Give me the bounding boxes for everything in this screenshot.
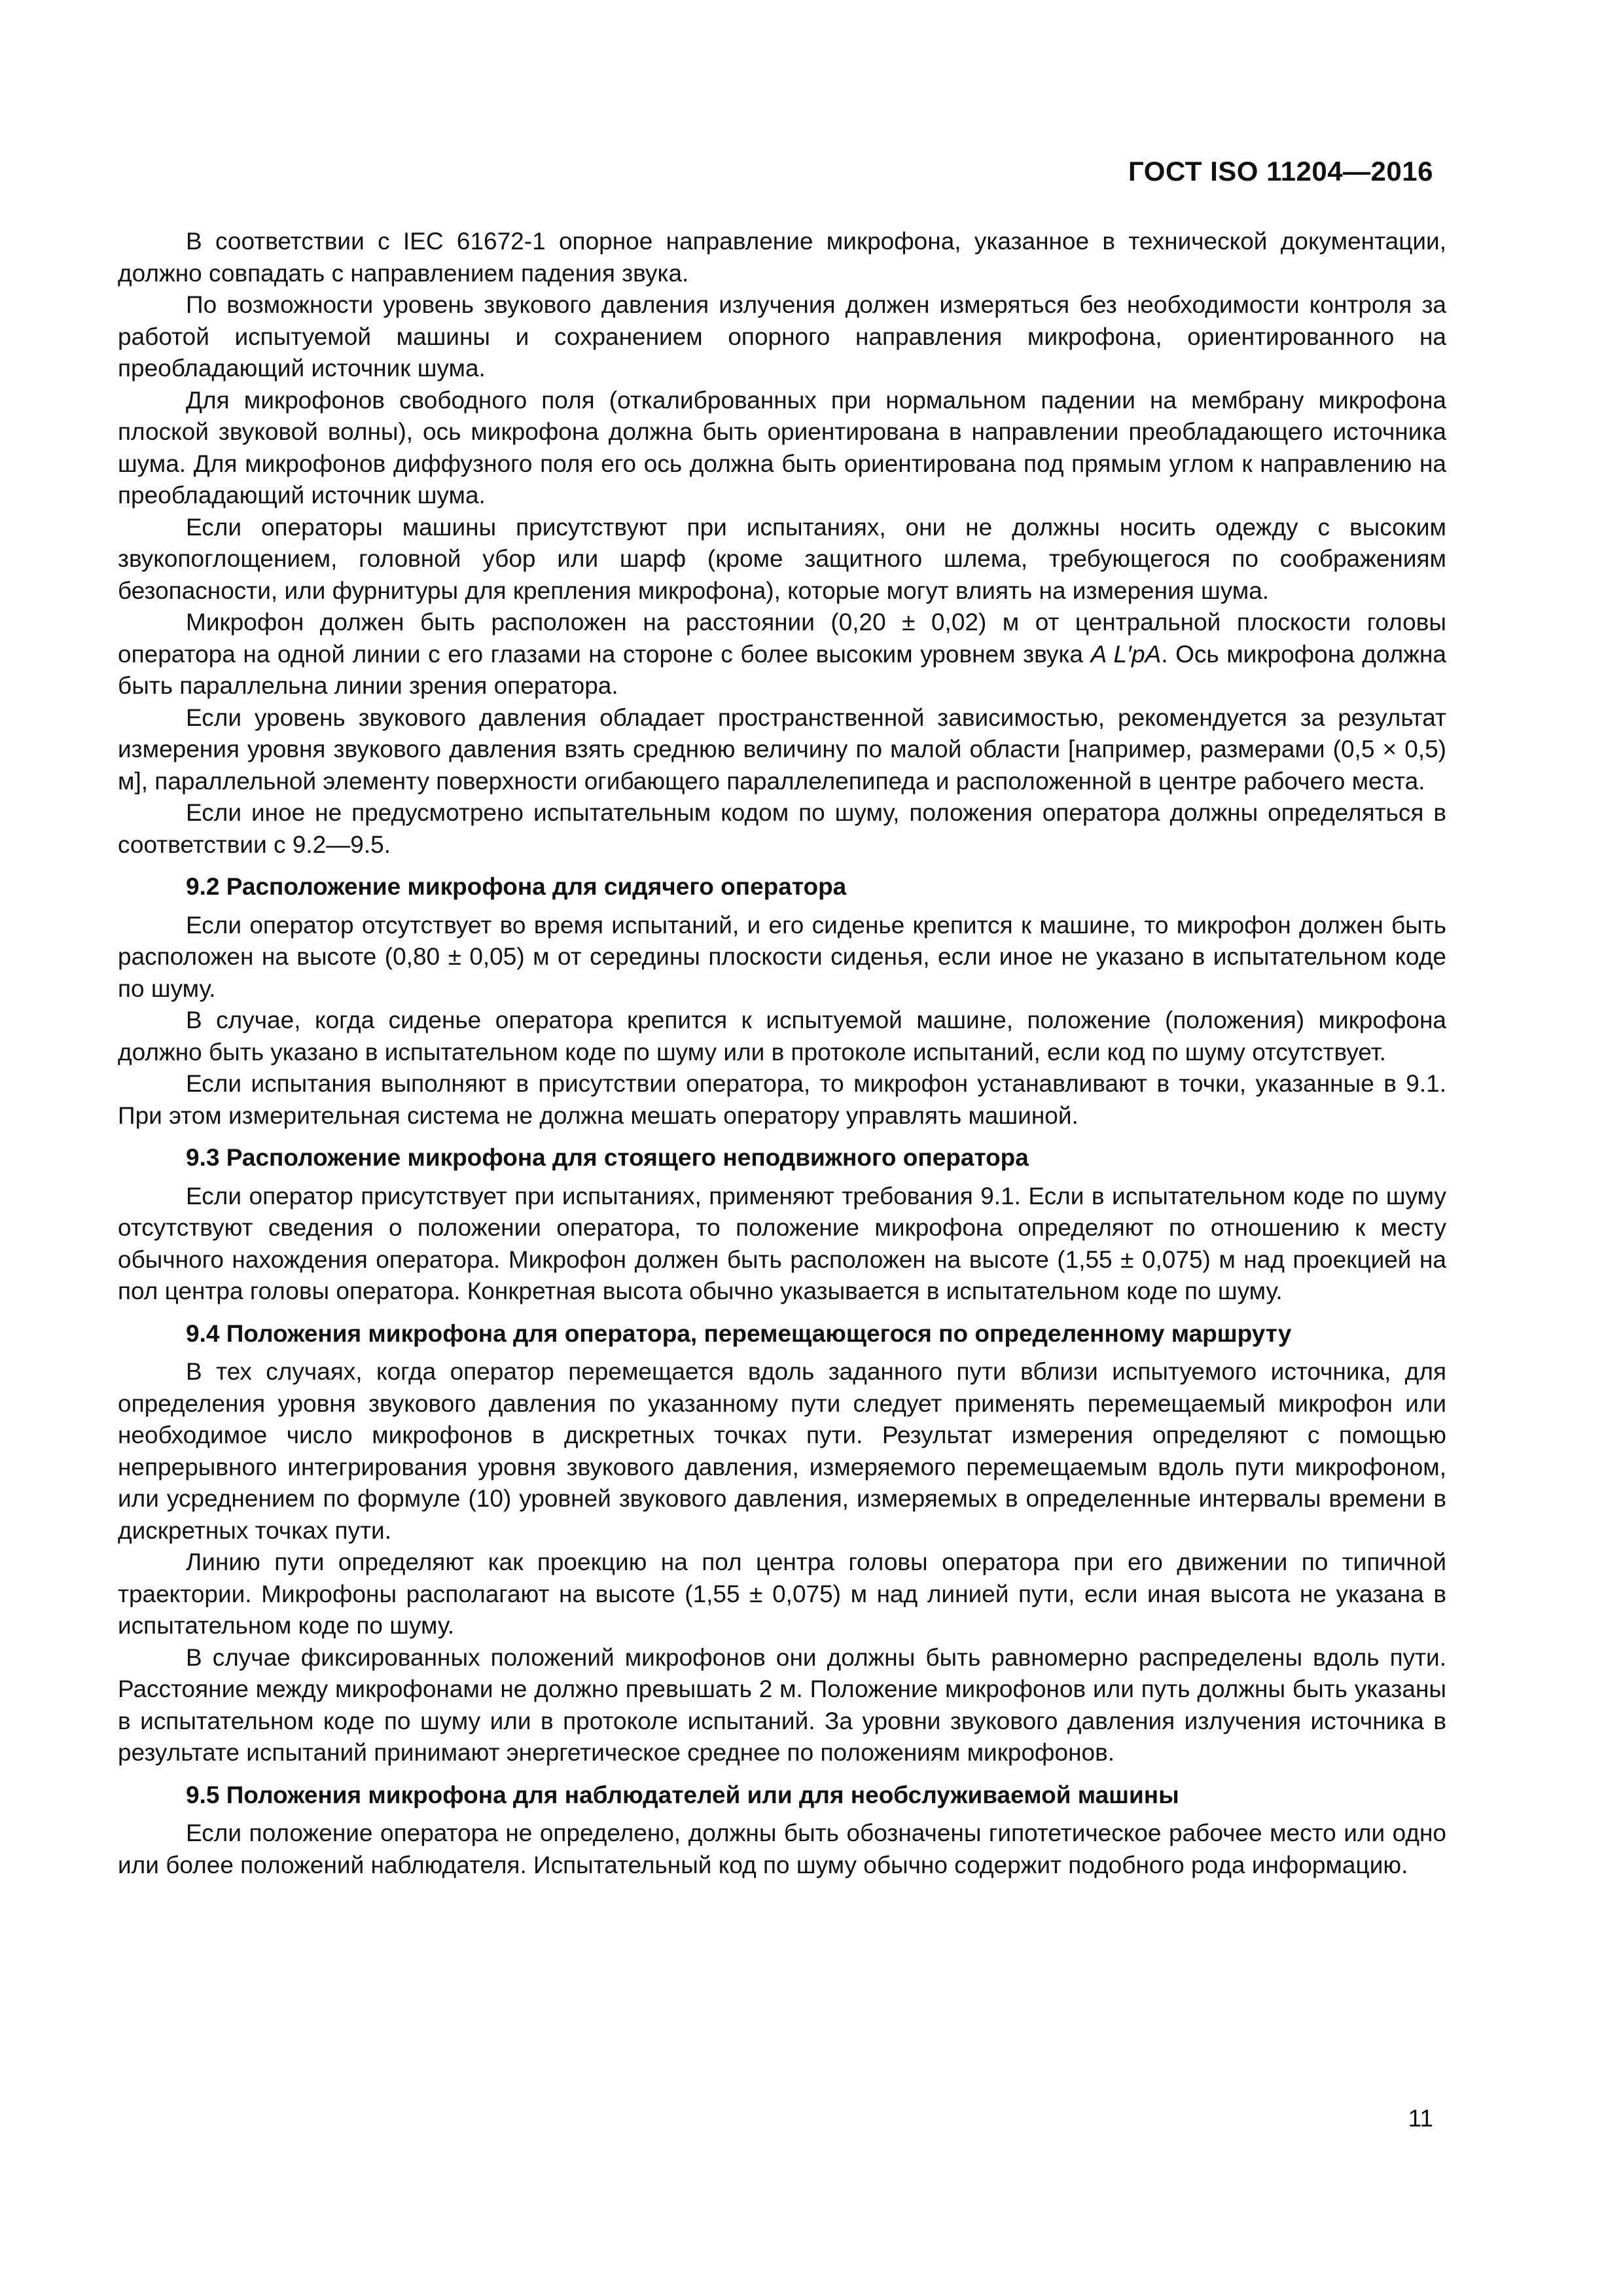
paragraph: В случае, когда сиденье оператора крепится к испытуемой машине, положение (положения) микрофона должно быть указано в испытательном коде по шуму или в протоколе испытаний, если код по шуму отсутствует. [118, 1007, 1446, 1066]
section-heading-9-4: 9.4 Положения микрофона для оператора, перемещающегося по определенному маршруту [186, 1319, 1292, 1347]
paragraph: Линию пути определяют как проекцию на пол центра головы оператора при его движении по типичной траектории. Микрофоны располагают на высоте (1,55 ± 0,075) м над линией пути, если иная высота не указана в испытательном коде по шуму. [118, 1549, 1446, 1639]
page-number: 11 [1408, 2105, 1433, 2132]
paragraph: Если иное не предусмотрено испытательным кодом по шуму, положения оператора должны определяться в соответствии с 9.2—9.5. [118, 799, 1446, 858]
paragraph: В тех случаях, когда оператор перемещается вдоль заданного пути вблизи испытуемого источника, для определения уровня звукового давления по указанному пути следует применять перемещаемый микрофон или необходимое число микрофонов в дискретных точках пути. Результат измерения определяют с помощью непрерывного интегрирования уровня звукового давления, измеряемого перемещаемым вдоль пути микрофоном, или усреднением по формуле (10) уровней звукового давления, измеряемых в определенные интервалы времени в дискретных точках пути. [118, 1358, 1446, 1544]
paragraph-text: . Ось микрофона должна быть параллельна линии зрения оператора. [118, 640, 1446, 699]
paragraph: По возможности уровень звукового давления излучения должен измеряться без необходимости контроля за работой испытуемой машины и сохранением опорного направления микрофона, ориентированного на преобладающий источник шума. [118, 291, 1446, 382]
paragraph: В соответствии с IEC 61672-1 опорное направление микрофона, указанное в технической документации, должно совпадать с направлением падения звука. [118, 228, 1446, 287]
paragraph: В случае фиксированных положений микрофонов они должны быть равномерно распределены вдоль пути. Расстояние между микрофонами не должно превышать 2 м. Положение микрофонов или путь должны быть указаны в испытательном коде по шуму или в протоколе испытаний. За уровни звукового давления излучения источника в результате испытаний принимают энергетическое среднее по положениям микрофонов. [118, 1643, 1446, 1766]
paragraph: Если операторы машины присутствуют при испытаниях, они не должны носить одежду с высоким звукопоглощением, головной убор или шарф (кроме защитного шлема, требующегося по соображениям безопасности, или фурнитуры для крепления микрофона), которые могут влиять на измерения шума. [118, 513, 1446, 604]
paragraph: Для микрофонов свободного поля (откалиброванных при нормальном падении на мембрану микрофона плоской звуковой волны), ось микрофона должна быть ориентирована в направлении преобладающего источника шума. Для микрофонов диффузного поля его ось должна быть ориентирована под прямым углом к направлению на преобладающий источник шума. [118, 386, 1446, 509]
paragraph: Если положение оператора не определено, должны быть обозначены гипотетическое рабочее место или одно или более положений наблюдателя. Испытательный код по шуму обычно содержит подобного рода информацию. [118, 1820, 1446, 1878]
paragraph-microphone-distance [118, 607, 1446, 702]
section-heading-9-3: 9.3 Расположение микрофона для стоящего неподвижного оператора [186, 1144, 1029, 1171]
document-body [118, 226, 1446, 1881]
sound-level-symbol: A L′pA [1090, 640, 1162, 668]
paragraph: Если оператор отсутствует во время испытаний, и его сиденье крепится к машине, то микрофон должен быть расположен на высоте (0,80 ± 0,05) м от середины плоскости сиденья, если иное не указано в испытательном коде по шуму. [118, 911, 1446, 1002]
section-heading-9-5: 9.5 Положения микрофона для наблюдателей или для необслуживаемой машины [186, 1781, 1179, 1808]
paragraph: Если испытания выполняют в присутствии оператора, то микрофон устанавливают в точки, указанные в 9.1. При этом измерительная система не должна мешать оператору управлять машиной. [118, 1070, 1446, 1129]
paragraph-text: Микрофон должен быть расположен на расстоянии (0,20 ± 0,02) м от центральной плоскости головы оператора на одной линии с его глазами на стороне с более высоким уровнем звука [118, 609, 1446, 668]
paragraph: Если оператор присутствует при испытаниях, применяют требования 9.1. Если в испытательном коде по шуму отсутствуют сведения о положении оператора, то положение микрофона определяют по отношению к месту обычного нахождения оператора. Микрофон должен быть расположен на высоте (1,55 ± 0,075) м над проекцией на пол центра головы оператора. Конкретная высота обычно указывается в испытательном коде по шуму. [118, 1182, 1446, 1304]
document-header: ГОСТ ISO 11204—2016 [1128, 156, 1433, 187]
paragraph: Если уровень звукового давления обладает пространственной зависимостью, рекомендуется за результат измерения уровня звукового давления взять среднюю величину по малой области [например, размерами (0,5 × 0,5) м], параллельной элементу поверхности огибающего параллелепипеда и расположенной в центре рабочего места. [118, 704, 1446, 795]
section-heading-9-2: 9.2 Расположение микрофона для сидячего оператора [186, 873, 847, 900]
